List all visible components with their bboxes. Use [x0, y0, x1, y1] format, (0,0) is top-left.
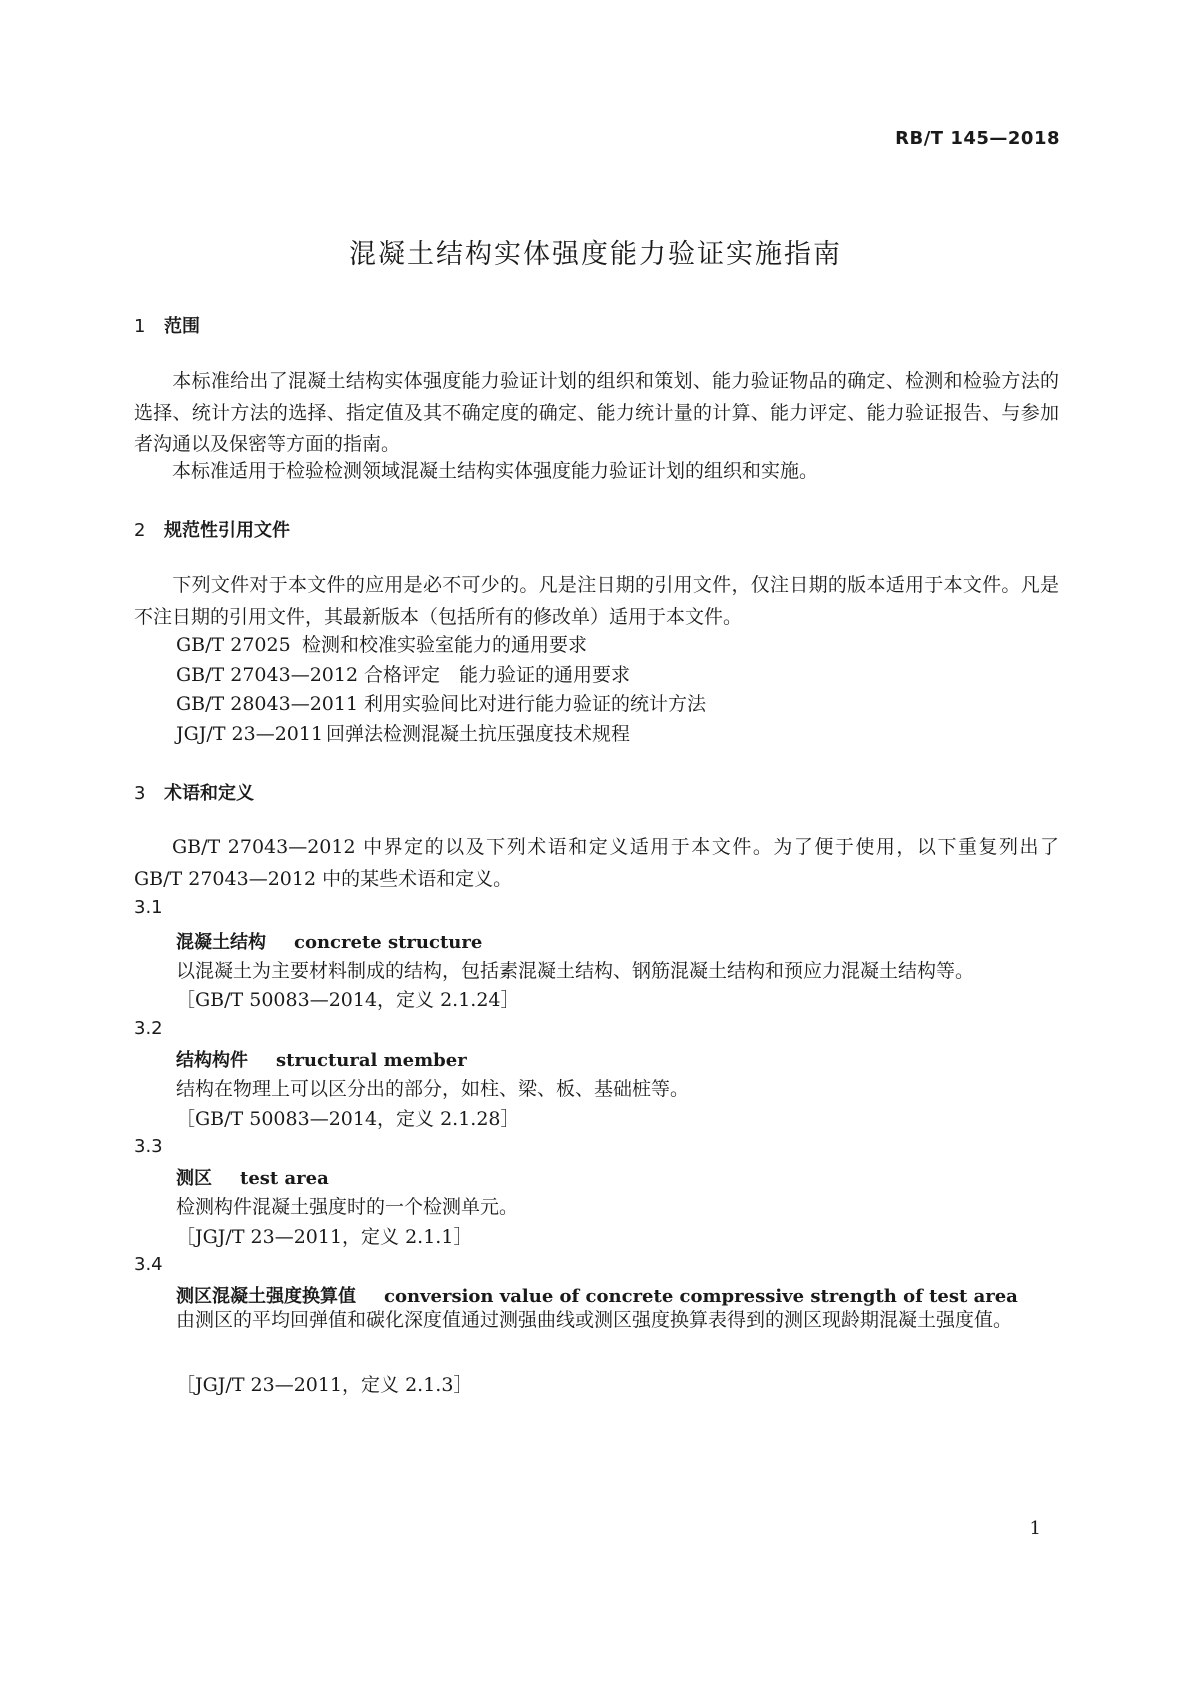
- document-title: 混凝土结构实体强度能力验证实施指南: [349, 239, 842, 270]
- reference-title: 利用实验间比对进行能力验证的统计方法: [364, 693, 707, 715]
- scope-text: 本标准适用于检验检测领域混凝土结构实体强度能力验证计划的组织和实施。: [172, 460, 819, 482]
- normative-reference: [176, 630, 587, 657]
- term-number: 3.3: [134, 1136, 163, 1157]
- term-source: ［JGJ/T 23—2011，定义 2.1.1］: [176, 1226, 473, 1248]
- section-title: 范围: [164, 316, 200, 337]
- scope-paragraph-1: [134, 366, 1059, 461]
- reference-code: GB/T 28043—2011: [176, 693, 359, 715]
- normative-reference: [176, 660, 630, 687]
- section-title: 术语和定义: [164, 783, 254, 804]
- reference-title: 检测和校准实验室能力的通用要求: [302, 634, 588, 656]
- term-zh: 结构构件: [176, 1050, 248, 1071]
- normative-intro: [134, 570, 1059, 633]
- terms-intro: [134, 832, 1059, 895]
- normative-reference: [176, 689, 706, 716]
- section-number: 2: [134, 520, 146, 541]
- scope-text: 本标准给出了混凝土结构实体强度能力验证计划的组织和策划、能力验证物品的确定、检测和检验方法的选择、统计方法的选择、指定值及其不确定度的确定、能力统计量的计算、能力评定、能力验证报告、与参加者沟通以及保密等方面的指南。: [134, 370, 1059, 455]
- term-zh: 混凝土结构: [176, 932, 266, 953]
- term-en: concrete structure: [294, 932, 483, 953]
- term-heading: [176, 1046, 467, 1072]
- term-source: ［GB/T 50083—2014，定义 2.1.24］: [176, 989, 520, 1011]
- term-definition: 以混凝土为主要材料制成的结构，包括素混凝土结构、钢筋混凝土结构和预应力混凝土结构等。: [176, 960, 975, 982]
- reference-code: GB/T 27043—2012: [176, 664, 359, 686]
- term-en: conversion value of concrete compressive strength of test area: [384, 1286, 1018, 1307]
- term-en: test area: [240, 1168, 329, 1189]
- reference-code: GB/T 27025: [176, 634, 291, 656]
- normative-reference: [176, 719, 630, 746]
- section-2-heading: [134, 516, 290, 542]
- term-source: ［GB/T 50083—2014，定义 2.1.28］: [176, 1108, 520, 1130]
- term-source: ［JGJ/T 23—2011，定义 2.1.3］: [176, 1374, 473, 1396]
- reference-title: 合格评定 能力验证的通用要求: [364, 664, 631, 686]
- term-definition: 检测构件混凝土强度时的一个检测单元。: [176, 1196, 519, 1218]
- section-number: 3: [134, 783, 146, 804]
- section-number: 1: [134, 316, 146, 337]
- reference-title: 回弹法检测混凝土抗压强度技术规程: [326, 723, 631, 745]
- term-en: structural member: [276, 1050, 467, 1071]
- term-zh: 测区混凝土强度换算值: [176, 1286, 356, 1307]
- section-1-heading: [134, 312, 200, 338]
- term-number: 3.4: [134, 1254, 163, 1275]
- section-3-heading: [134, 779, 254, 805]
- term-definition: 结构在物理上可以区分出的部分，如柱、梁、板、基础桩等。: [176, 1078, 690, 1100]
- scope-paragraph-2: [134, 456, 1059, 488]
- reference-code: JGJ/T 23—2011: [176, 723, 324, 745]
- term-heading: [176, 928, 482, 954]
- term-number: 3.2: [134, 1018, 163, 1039]
- section-title: 规范性引用文件: [164, 520, 290, 541]
- page-number: 1: [1029, 1518, 1041, 1539]
- standard-code: RB/T 145—2018: [895, 128, 1060, 149]
- term-number: 3.1: [134, 897, 163, 918]
- intro-text: GB/T 27043—2012 中界定的以及下列术语和定义适用于本文件。为了便于使用，以下重复列出了 GB/T 27043—2012 中的某些术语和定义。: [134, 836, 1059, 890]
- term-definition: 由测区的平均回弹值和碳化深度值通过测强曲线或测区强度换算表得到的测区现龄期混凝土强度值。: [176, 1309, 1013, 1331]
- term-zh: 测区: [176, 1168, 212, 1189]
- intro-text: 下列文件对于本文件的应用是必不可少的。凡是注日期的引用文件，仅注日期的版本适用于本文件。凡是不注日期的引用文件，其最新版本（包括所有的修改单）适用于本文件。: [134, 574, 1059, 628]
- term-heading: [176, 1164, 329, 1190]
